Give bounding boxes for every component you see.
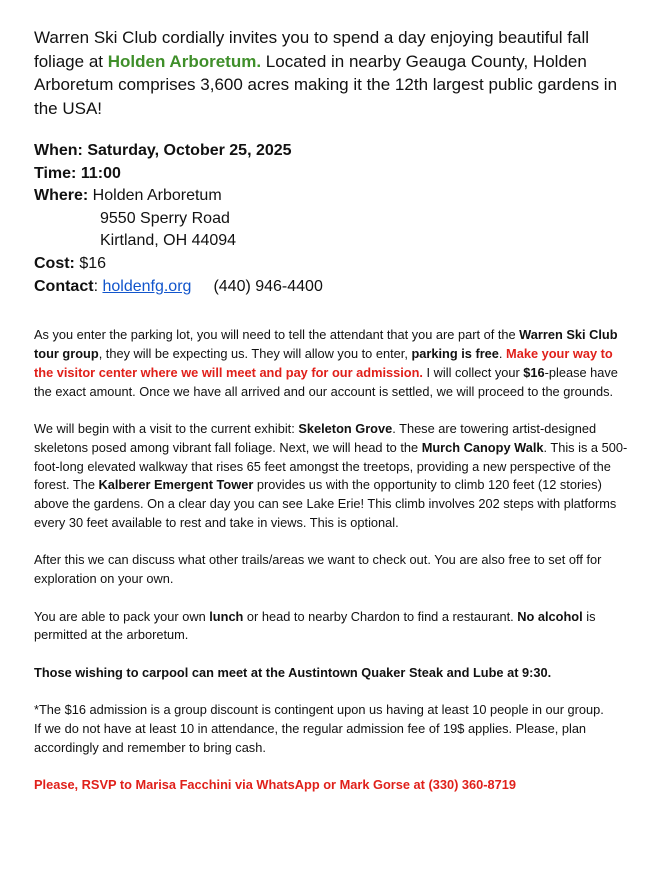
parking-text-4: I will collect your — [423, 364, 524, 380]
parking-text-2: , they will be expecting us. They will allow you to enter, — [98, 345, 412, 361]
note-line-1: *The $16 admission is a group discount is contingent upon us having at least 10 people in our group. — [34, 702, 604, 718]
contact-label: Contact — [34, 277, 94, 295]
visit-bold-skeleton-grove: Skeleton Grove — [298, 420, 393, 436]
lunch-bold-lunch: lunch — [209, 608, 244, 624]
lunch-bold-no-alcohol: No alcohol — [517, 608, 583, 624]
where-city: Kirtland, OH 44094 — [100, 232, 237, 250]
cost-value: $16 — [74, 254, 107, 272]
parking-bold-cost: $16 — [523, 364, 545, 380]
parking-text-3: . — [498, 345, 507, 361]
time-line: Time: 11:00 — [34, 164, 121, 182]
parking-paragraph — [34, 326, 629, 401]
note-paragraph — [34, 701, 629, 757]
carpool-paragraph: Those wishing to carpool can meet at the Austintown Quaker Steak and Lube at 9:30. — [34, 664, 552, 680]
parking-red-instruction: Make your way to the visitor center where we will meet and pay for our admission. — [34, 345, 613, 380]
contact-phone: (440) 946-4400 — [213, 277, 323, 295]
lunch-text-1: You are able to pack your own — [34, 608, 210, 624]
where-line — [34, 185, 629, 208]
visit-text-4: provides us with the opportunity to climb 120 feet (12 stories) above the gardens. On a clear day you can see Lake Erie! This climb involves 202 steps with platforms every 30 feet available to rest and take in views. This is optional. — [34, 477, 617, 530]
visit-text-2: . These are towering artist-designed skeletons posed among vibrant fall foliage. Next, we will head to the — [34, 420, 597, 455]
contact-sep: : — [93, 277, 99, 295]
event-details — [34, 140, 629, 298]
note-line-2: If we do not have at least 10 in attendance, the regular admission fee of 19$ applies. Please, plan accordingly and remember to bring cash. — [34, 720, 587, 755]
website-link[interactable]: holdenfg.org — [102, 277, 192, 295]
cost-line — [34, 253, 629, 276]
where-street: 9550 Sperry Road — [100, 209, 230, 227]
parking-bold-group: Warren Ski Club tour group — [34, 327, 618, 361]
where-label: Where: — [34, 187, 89, 205]
rsvp-paragraph: Please, RSVP to Marisa Facchini via WhatsApp or Mark Gorse at (330) 360-8719 — [34, 777, 516, 793]
intro-text-1: Warren Ski Club cordially invites you to spend a day enjoying beautiful fall foliage at — [34, 28, 589, 71]
visit-bold-canopy-walk: Murch Canopy Walk — [421, 439, 544, 455]
visit-paragraph — [34, 420, 629, 533]
lunch-text-3: is permitted at the arboretum. — [34, 608, 596, 643]
after-paragraph: After this we can discuss what other trails/areas we want to check out. You are also free to set off for exploration on your own. — [34, 552, 602, 587]
contact-line — [34, 276, 629, 299]
lunch-paragraph — [34, 608, 629, 646]
intro-paragraph — [34, 26, 629, 120]
visit-bold-tower: Kalberer Emergent Tower — [98, 477, 254, 493]
intro-place-name: Holden Arboretum. — [107, 51, 262, 71]
parking-text-1: As you enter the parking lot, you will need to tell the attendant that you are part of the — [34, 327, 520, 343]
body-text — [34, 326, 629, 795]
cost-label: Cost: — [34, 254, 75, 272]
where-name: Holden Arboretum — [88, 187, 222, 205]
parking-bold-free: parking is free — [411, 345, 499, 361]
visit-text-1: We will begin with a visit to the current exhibit: — [34, 420, 299, 436]
lunch-text-2: or head to nearby Chardon to find a restaurant. — [243, 608, 518, 624]
visit-text-3: . This is a 500-foot-long elevated walkway that rises 65 feet amongst the treetops, providing a new perspective of the forest. The — [34, 439, 628, 493]
when-line: When: Saturday, October 25, 2025 — [34, 142, 292, 159]
intro-text-2: Located in nearby Geauga County, Holden Arboretum comprises 3,600 acres making it the 12th largest public gardens in the USA! — [34, 51, 618, 118]
parking-text-5: -please have the exact amount. Once we have all arrived and our account is settled, we will proceed to the grounds. — [34, 364, 618, 399]
